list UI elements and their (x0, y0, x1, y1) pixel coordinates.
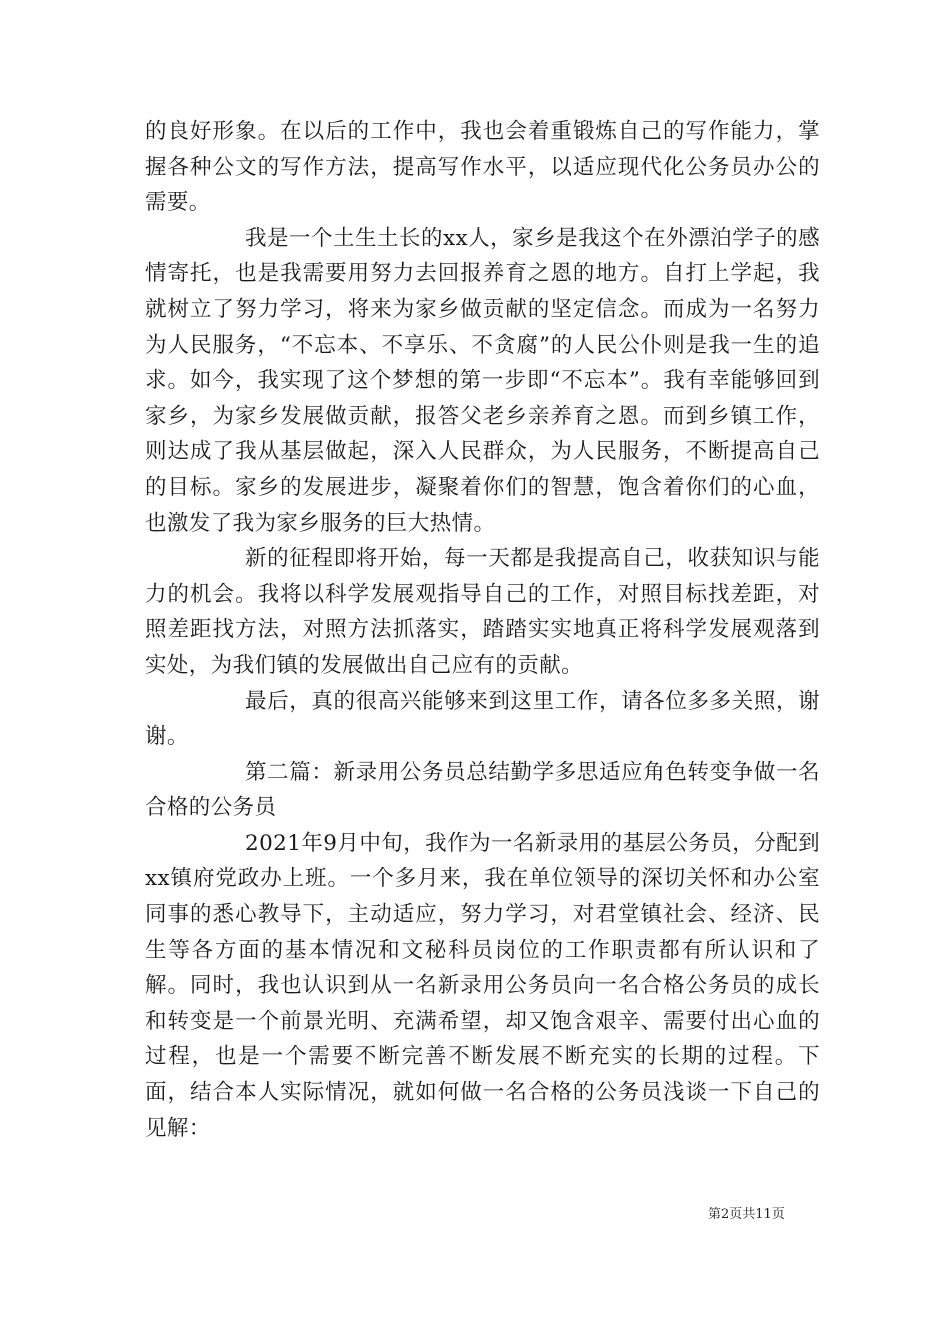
paragraph-closing: 最后，真的很高兴能够来到这里工作，请各位多多关照，谢谢。 (145, 688, 820, 750)
paragraph-part-two-intro: 2021年9月中旬，我作为一名新录用的基层公务员，分配到xx镇府党政办上班。一个多月来，我在单位领导的深切关怀和办公室同事的悉心教导下，主动适应，努力学习，对君堂镇社会、经济、民生等各方面的基本情况和文秘科员岗位的工作职责都有所认识和了解。同时，我也认识到从一名新录用公务员向一名合格公务员的成长和转变是一个前景光明、充满希望，却又饱含艰辛、需要付出心血的过程，也是一个需要不断完善不断发展不断充实的长期的过程。下面，结合本人实际情况，就如何做一名合格的公务员浅谈一下自己的见解： (145, 830, 820, 1141)
page-number-footer: 第2页共11页 (708, 1207, 785, 1222)
document-body (145, 114, 820, 1146)
section-heading-part-two: 第二篇：新录用公务员总结勤学多思适应角色转变争做一名合格的公务员 (145, 759, 820, 821)
paragraph-hometown: 我是一个土生土长的xx人，家乡是我这个在外漂泊学子的感情寄托，也是我需要用努力去回报养育之恩的地方。自打上学起，我就树立了努力学习，将来为家乡做贡献的坚定信念。而成为一名努力为人民服务，“不忘本、不享乐、不贪腐”的人民公仆则是我一生的追求。如今，我实现了这个梦想的第一步即“不忘本”。我有幸能够回到家乡，为家乡发展做贡献，报答父老乡亲养育之恩。而到乡镇工作，则达成了我从基层做起，深入人民群众，为人民服务，不断提高自己的目标。家乡的发展进步，凝聚着你们的智慧，饱含着你们的心血，也激发了我为家乡服务的巨大热情。 (145, 225, 820, 536)
paragraph-new-journey: 新的征程即将开始，每一天都是我提高自己，收获知识与能力的机会。我将以科学发展观指导自己的工作，对照目标找差距，对照差距找方法，对照方法抓落实，踏踏实实地真正将科学发展观落到实处，为我们镇的发展做出自己应有的贡献。 (145, 546, 820, 678)
paragraph-continuation: 的良好形象。在以后的工作中，我也会着重锻炼自己的写作能力，掌握各种公文的写作方法，提高写作水平，以适应现代化公务员办公的需要。 (145, 119, 820, 216)
